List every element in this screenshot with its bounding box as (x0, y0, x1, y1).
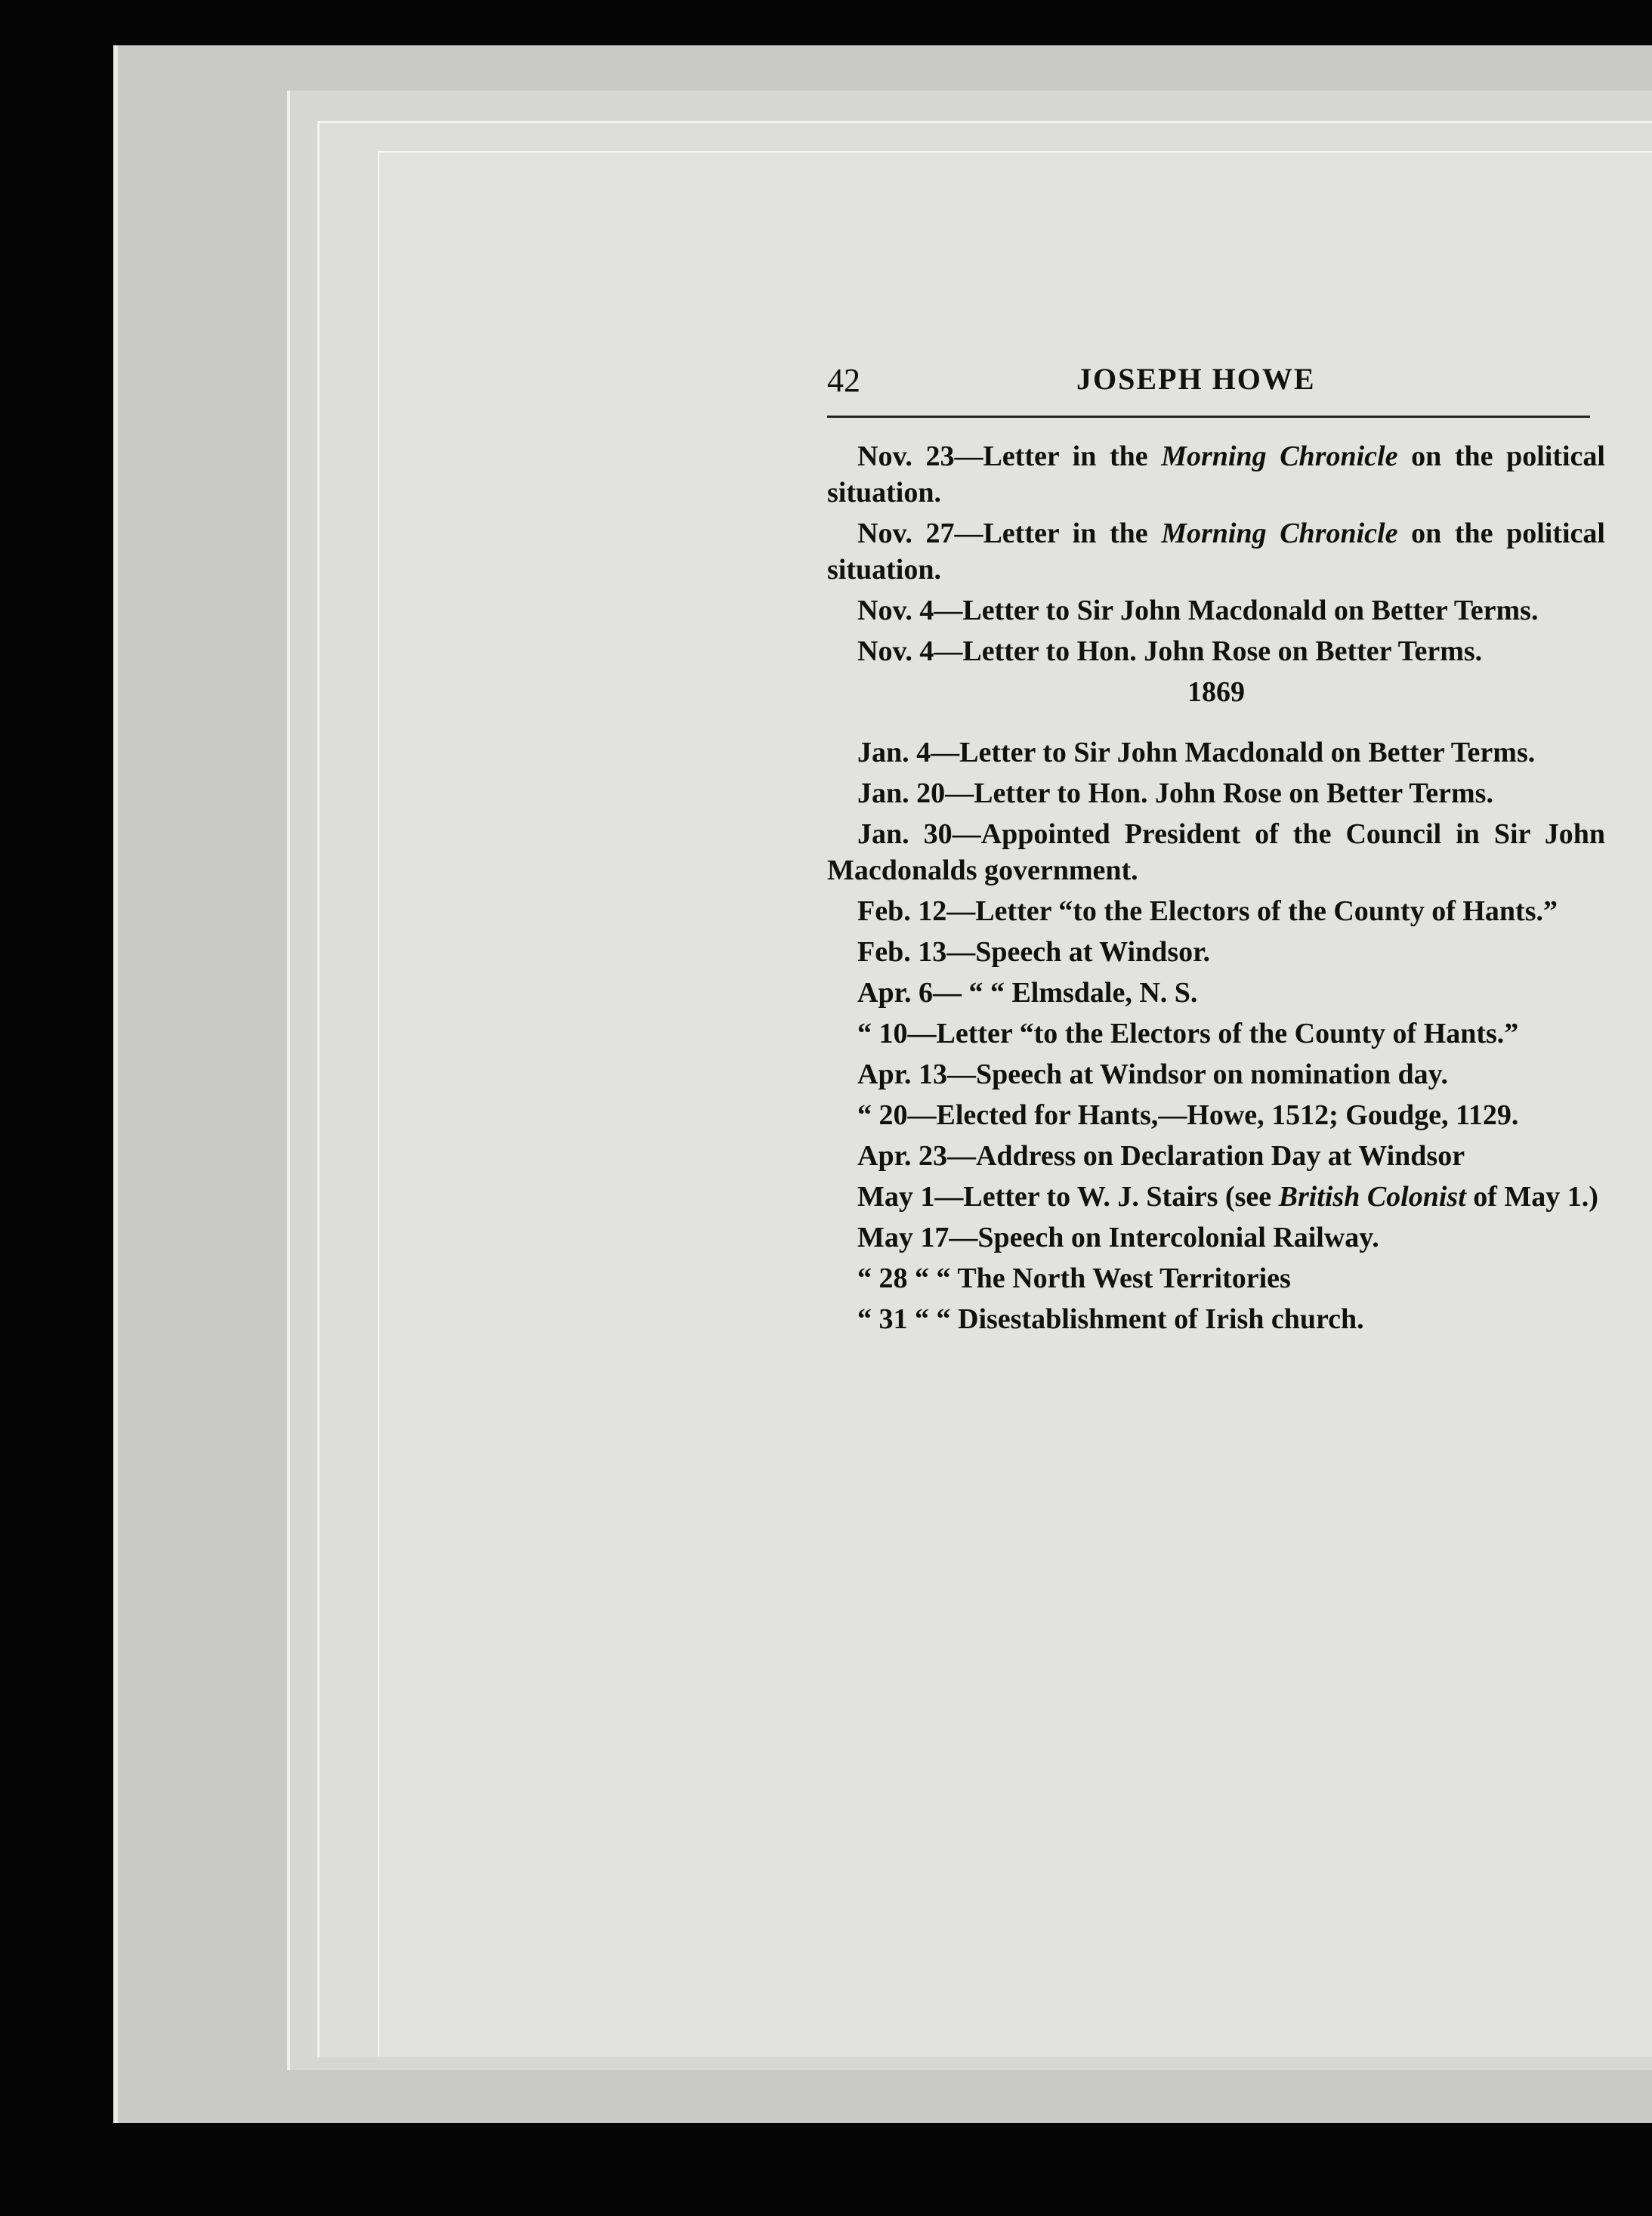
chronology-entry (827, 1056, 1605, 1093)
chronology-entry (827, 893, 1605, 929)
entry-text-tail: of May 1.) (1465, 1181, 1598, 1213)
entry-italic-title: Morning Chronicle (1161, 518, 1398, 549)
entry-text: Nov. 23—Letter in the (857, 440, 1162, 472)
chronology-entry (827, 734, 1605, 771)
chronology-entries (827, 438, 1605, 1342)
chronology-entry (827, 1219, 1605, 1256)
entry-text-tail: on the political situation. (827, 518, 1605, 586)
chronology-entry (827, 775, 1605, 811)
entry-text: “ 20—Elected for Hants,—Howe, 1512; Goudge, 1129. (857, 1099, 1519, 1131)
chronology-entry (827, 1097, 1605, 1133)
page-number: 42 (827, 362, 860, 399)
entry-text-tail: on the political situation. (827, 440, 1605, 508)
chronology-entry (827, 1179, 1605, 1215)
header-rule (827, 416, 1590, 418)
entry-text: May 17—Speech on Intercolonial Railway. (857, 1222, 1379, 1253)
chronology-entry (827, 438, 1605, 511)
chronology-entry (827, 1015, 1605, 1052)
entry-text: Jan. 4—Letter to Sir John Macdonald on Better Terms. (857, 737, 1536, 768)
entry-text: Nov. 4—Letter to Hon. John Rose on Better Terms. (857, 635, 1483, 667)
entry-text: “ 10—Letter “to the Electors of the County of Hants.” (857, 1018, 1519, 1049)
entry-text: May 1—Letter to W. J. Stairs (see (857, 1181, 1279, 1213)
entry-text: Feb. 13—Speech at Windsor. (857, 936, 1210, 968)
chronology-entry (827, 934, 1605, 970)
entry-italic-title: British Colonist (1278, 1181, 1466, 1213)
year-heading: 1869 (1187, 676, 1245, 708)
entry-text: Apr. 13—Speech at Windsor on nomination day. (857, 1059, 1449, 1090)
running-head: JOSEPH HOWE (1076, 362, 1316, 396)
entry-italic-title: Morning Chronicle (1161, 440, 1398, 472)
chronology-entry (827, 515, 1605, 588)
page-header (827, 355, 1605, 400)
chronology-entry (827, 592, 1605, 629)
chronology-entry (827, 1301, 1605, 1337)
entry-text: “ 28 “ “ The North West Territories (857, 1263, 1291, 1294)
chronology-entry (827, 1138, 1605, 1174)
entry-text: Jan. 30—Appointed President of the Council in Sir John Macdonalds government. (827, 818, 1605, 886)
page-text (827, 355, 1605, 1335)
entry-text: Apr. 6— “ “ Elmsdale, N. S. (857, 977, 1198, 1009)
chronology-entry (827, 816, 1605, 889)
entry-text: Nov. 27—Letter in the (857, 518, 1162, 549)
entry-text: Feb. 12—Letter “to the Electors of the County of Hants.” (857, 895, 1558, 927)
entry-text: “ 31 “ “ Disestablishment of Irish church. (857, 1303, 1364, 1335)
entry-text: Jan. 20—Letter to Hon. John Rose on Better Terms. (857, 777, 1493, 809)
entry-text: Nov. 4—Letter to Sir John Macdonald on Better Terms. (857, 595, 1539, 626)
chronology-entry (827, 975, 1605, 1011)
entry-text: Apr. 23—Address on Declaration Day at Windsor (857, 1140, 1465, 1172)
chronology-entry (827, 1260, 1605, 1297)
chronology-entry (827, 633, 1605, 669)
